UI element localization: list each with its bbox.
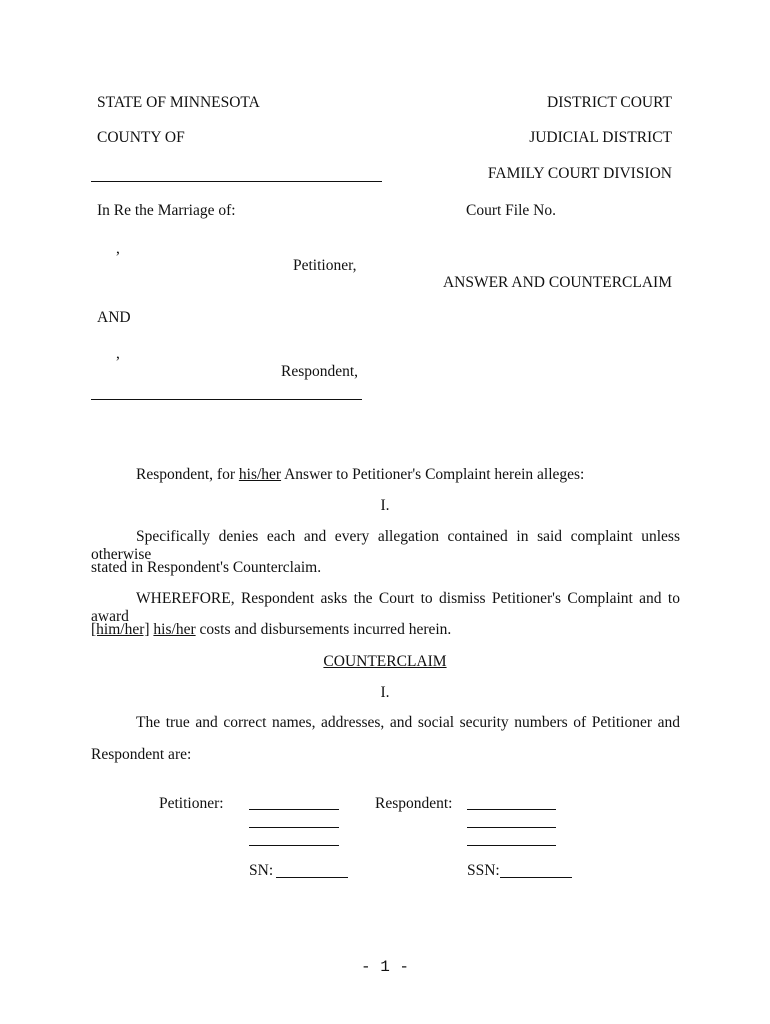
petitioner-address-blank-1[interactable] [249,827,339,828]
respondent-name-blank[interactable] [467,809,556,810]
wherefore-pronoun-bracket: [him/her] [91,621,150,638]
petitioner-address-blank-2[interactable] [249,845,339,846]
respondent-ssn-blank[interactable] [500,877,572,878]
wherefore-line-1: WHEREFORE, Respondent asks the Court to dismiss Petitioner's Complaint and to award [91,590,680,625]
paragraph-names [91,714,680,732]
district-label: JUDICIAL DISTRICT [529,129,672,146]
respondent-field-label: Respondent: [375,795,453,812]
names-line-1: The true and correct names, addresses, and social security numbers of Petitioner and [136,714,680,731]
and-label: AND [97,309,131,326]
wherefore-line-2 [91,621,451,639]
state-label: STATE OF MINNESOTA [97,94,260,111]
caption-rule-bottom [91,399,362,400]
intro-paragraph [136,466,584,484]
petitioner-name-comma: , [116,240,120,257]
counterclaim-heading: COUNTERCLAIM [323,653,447,670]
page-number: - 1 - [360,958,409,976]
division-label: FAMILY COURT DIVISION [487,165,672,182]
denial-line-1: Specifically denies each and every allegation contained in said complaint unless otherwise [91,528,680,563]
respondent-role: Respondent, [281,363,359,380]
petitioner-sn-blank[interactable] [276,877,348,878]
respondent-address-blank-2[interactable] [467,845,556,846]
petitioner-field-label: Petitioner: [159,795,224,812]
petitioner-role: Petitioner, [293,257,357,274]
respondent-ssn-label: SSN: [467,862,500,879]
intro-text-pre: Respondent, for [136,466,239,483]
section-numeral-2: I. [380,684,390,701]
in-re-label: In Re the Marriage of: [97,202,236,219]
denial-line-2: stated in Respondent's Counterclaim. [91,559,322,576]
caption-rule-top [91,181,382,182]
intro-text-post: Answer to Petitioner's Complaint herein alleges: [281,466,585,483]
petitioner-name-blank[interactable] [249,809,339,810]
wherefore-rest: costs and disbursements incurred herein. [195,621,452,638]
respondent-address-blank-1[interactable] [467,827,556,828]
intro-pronoun: his/her [238,466,282,483]
document-title: ANSWER AND COUNTERCLAIM [442,274,672,291]
section-numeral-1: I. [380,497,390,514]
names-line-2: Respondent are: [91,746,192,763]
respondent-name-comma: , [116,345,120,362]
wherefore-pronoun: his/her [153,621,196,638]
county-label: COUNTY OF [97,129,185,146]
court-file-label: Court File No. [466,202,556,219]
petitioner-sn-label: SN: [249,862,274,879]
court-label: DISTRICT COURT [547,94,672,111]
